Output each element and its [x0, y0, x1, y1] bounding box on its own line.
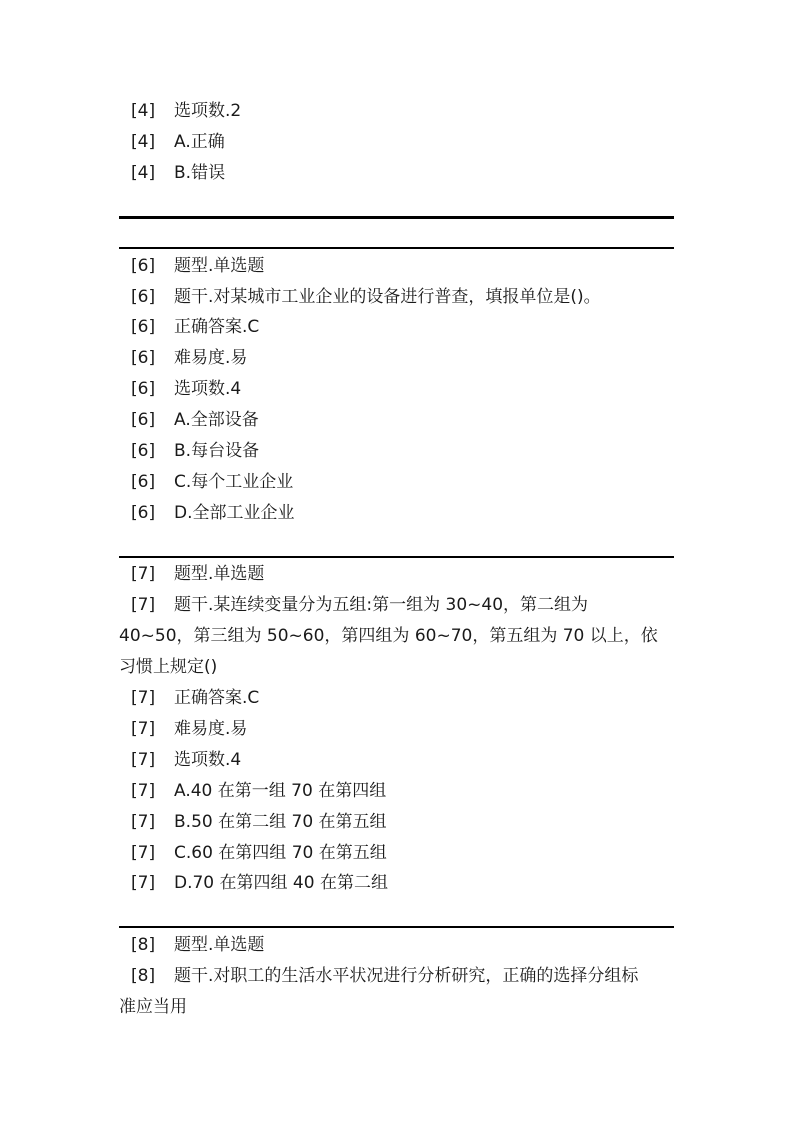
item-tag: [4] [131, 101, 156, 121]
item-tag: [7] [131, 719, 156, 739]
q7-option-d [131, 868, 388, 899]
item-tag: [6] [131, 410, 156, 430]
item-tag: [4] [131, 132, 156, 152]
item-text: A.全部设备 [174, 410, 259, 430]
q7-stem-continuation: 40~50，第三组为 50~60，第四组为 60~70，第五组为 70 以上，依 [119, 626, 658, 646]
q6-option-a [131, 405, 259, 436]
item-text: 题干.对某城市工业企业的设备进行普查，填报单位是()。 [174, 287, 601, 307]
q6-stem [131, 282, 601, 313]
q7-difficulty [131, 714, 247, 745]
item-tag: [7] [131, 750, 156, 770]
q7-answer [131, 683, 259, 714]
q7-stem [131, 590, 588, 621]
item-text: 正确答案.C [174, 688, 260, 708]
q7-option-count [131, 745, 241, 776]
item-text: 选项数.2 [174, 101, 242, 121]
item-text: 题型.单选题 [174, 564, 265, 584]
item-tag: [7] [131, 595, 156, 615]
item-tag: [6] [131, 379, 156, 399]
q6-difficulty [131, 343, 247, 374]
item-tag: [6] [131, 472, 156, 492]
q6-option-b [131, 436, 259, 467]
item-tag: [6] [131, 441, 156, 461]
q8-stem-continuation: 准应当用 [119, 997, 187, 1017]
section-divider [119, 926, 674, 928]
item-tag: [6] [131, 256, 156, 276]
item-tag: [7] [131, 843, 156, 863]
q7-option-a [131, 776, 386, 807]
item-tag: [7] [131, 688, 156, 708]
q8-stem [131, 961, 638, 992]
item-tag: [6] [131, 287, 156, 307]
q7-type [131, 559, 264, 590]
q6-answer [131, 312, 259, 343]
item-text: 难易度.易 [174, 348, 248, 368]
item-tag: [4] [131, 163, 156, 183]
item-text: B.50 在第二组 70 在第五组 [174, 812, 387, 832]
item-tag: [6] [131, 317, 156, 337]
item-text: D.70 在第四组 40 在第二组 [174, 873, 388, 893]
item-text: 题干.某连续变量分为五组:第一组为 30~40，第二组为 [174, 595, 589, 615]
q4-option-count [131, 96, 241, 127]
item-tag: [7] [131, 564, 156, 584]
item-text: 题型.单选题 [174, 256, 265, 276]
q6-type [131, 251, 264, 282]
item-text: D.全部工业企业 [174, 503, 295, 523]
item-text: 题干.对职工的生活水平状况进行分析研究，正确的选择分组标 [174, 966, 639, 986]
item-text: 题型.单选题 [174, 935, 265, 955]
item-text: B.错误 [174, 163, 226, 183]
item-text: 选项数.4 [174, 379, 242, 399]
item-text: 正确答案.C [174, 317, 260, 337]
item-text: 难易度.易 [174, 719, 248, 739]
item-tag: [6] [131, 348, 156, 368]
item-tag: [8] [131, 966, 156, 986]
q4-option-a [131, 127, 225, 158]
section-divider [119, 216, 674, 219]
item-tag: [6] [131, 503, 156, 523]
item-tag: [7] [131, 781, 156, 801]
section-divider [119, 556, 674, 558]
q7-option-b [131, 807, 387, 838]
q4-option-b [131, 158, 225, 189]
item-text: A.40 在第一组 70 在第四组 [174, 781, 387, 801]
q7-option-c [131, 838, 387, 869]
q6-option-c [131, 467, 293, 498]
item-text: C.60 在第四组 70 在第五组 [174, 843, 387, 863]
q8-type [131, 930, 264, 961]
item-text: 选项数.4 [174, 750, 242, 770]
item-tag: [7] [131, 873, 156, 893]
item-tag: [7] [131, 812, 156, 832]
q7-stem-continuation: 习惯上规定() [119, 657, 218, 677]
section-divider [119, 247, 674, 249]
item-text: C.每个工业企业 [174, 472, 294, 492]
q6-option-d [131, 498, 295, 529]
item-tag: [8] [131, 935, 156, 955]
item-text: B.每台设备 [174, 441, 260, 461]
q6-option-count [131, 374, 241, 405]
item-text: A.正确 [174, 132, 225, 152]
